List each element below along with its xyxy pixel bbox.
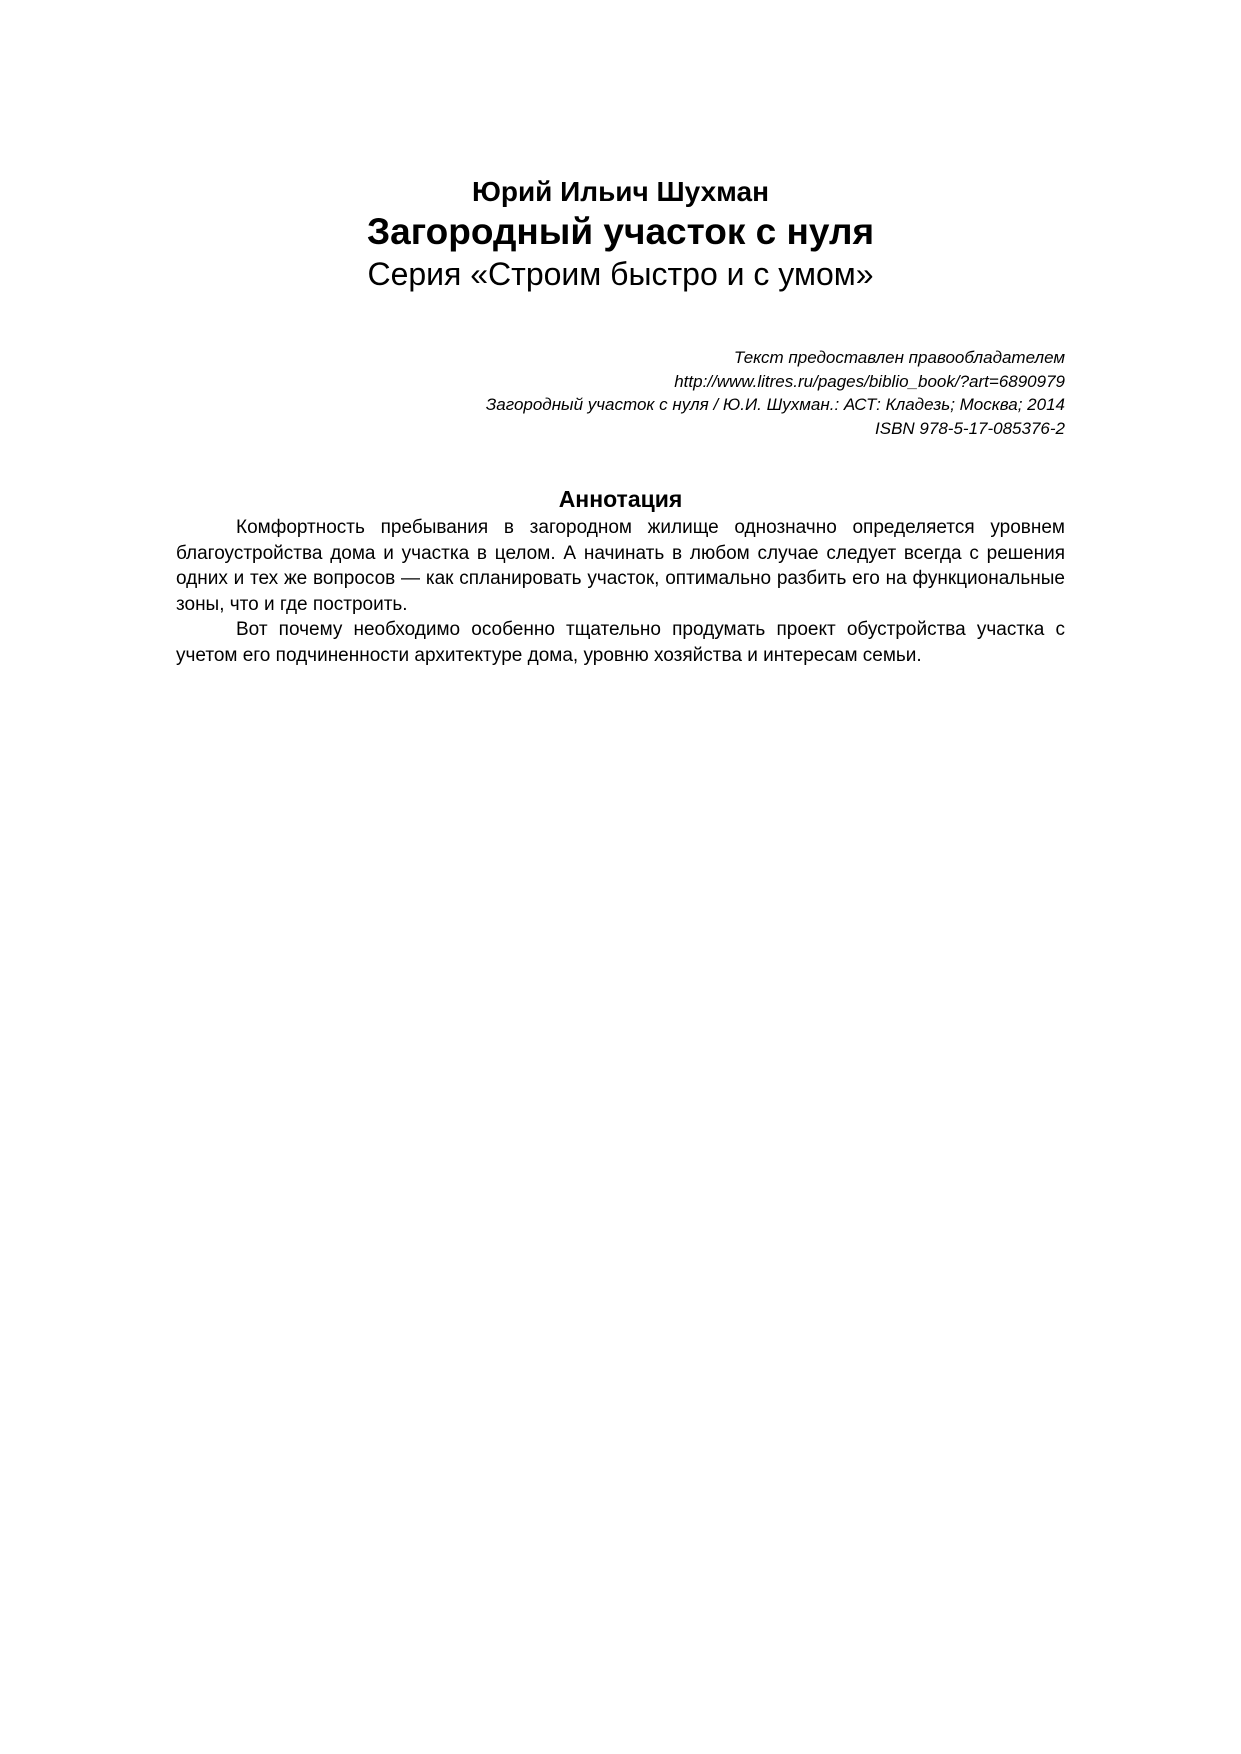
- bibliographic-citation: Загородный участок с нуля / Ю.И. Шухман.: АСТ: Кладезь; Москва; 2014: [485, 395, 1065, 414]
- annotation-paragraph: Вот почему необходимо особенно тщательно продумать проект обустройства участка с учетом его подчиненности архитектуре дома, уровню хозяйства и интересам семьи.: [176, 619, 1065, 666]
- source-url: http://www.litres.ru/pages/biblio_book/?art=6890979: [674, 371, 1065, 391]
- book-series: Серия «Строим быстро и с умом»: [367, 256, 874, 292]
- book-title: Загородный участок с нуля: [366, 211, 875, 252]
- annotation-body: [176, 515, 1065, 668]
- isbn: ISBN 978-5-17-085376-2: [875, 418, 1065, 438]
- book-author: Юрий Ильич Шухман: [471, 176, 769, 207]
- publication-meta: [265, 346, 1065, 440]
- rights-holder-note: Текст предоставлен правообладателем: [733, 348, 1065, 367]
- annotation-heading: Аннотация: [558, 486, 683, 512]
- annotation-paragraph: Комфортность пребывания в загородном жилище однозначно определяется уровнем благоустройства дома и участка в целом. А начинать в любом случае следует всегда с решения одних и тех же вопросов — как спланировать участок, оптимально разбить его на функциональные зоны, что и где построить.: [176, 517, 1065, 615]
